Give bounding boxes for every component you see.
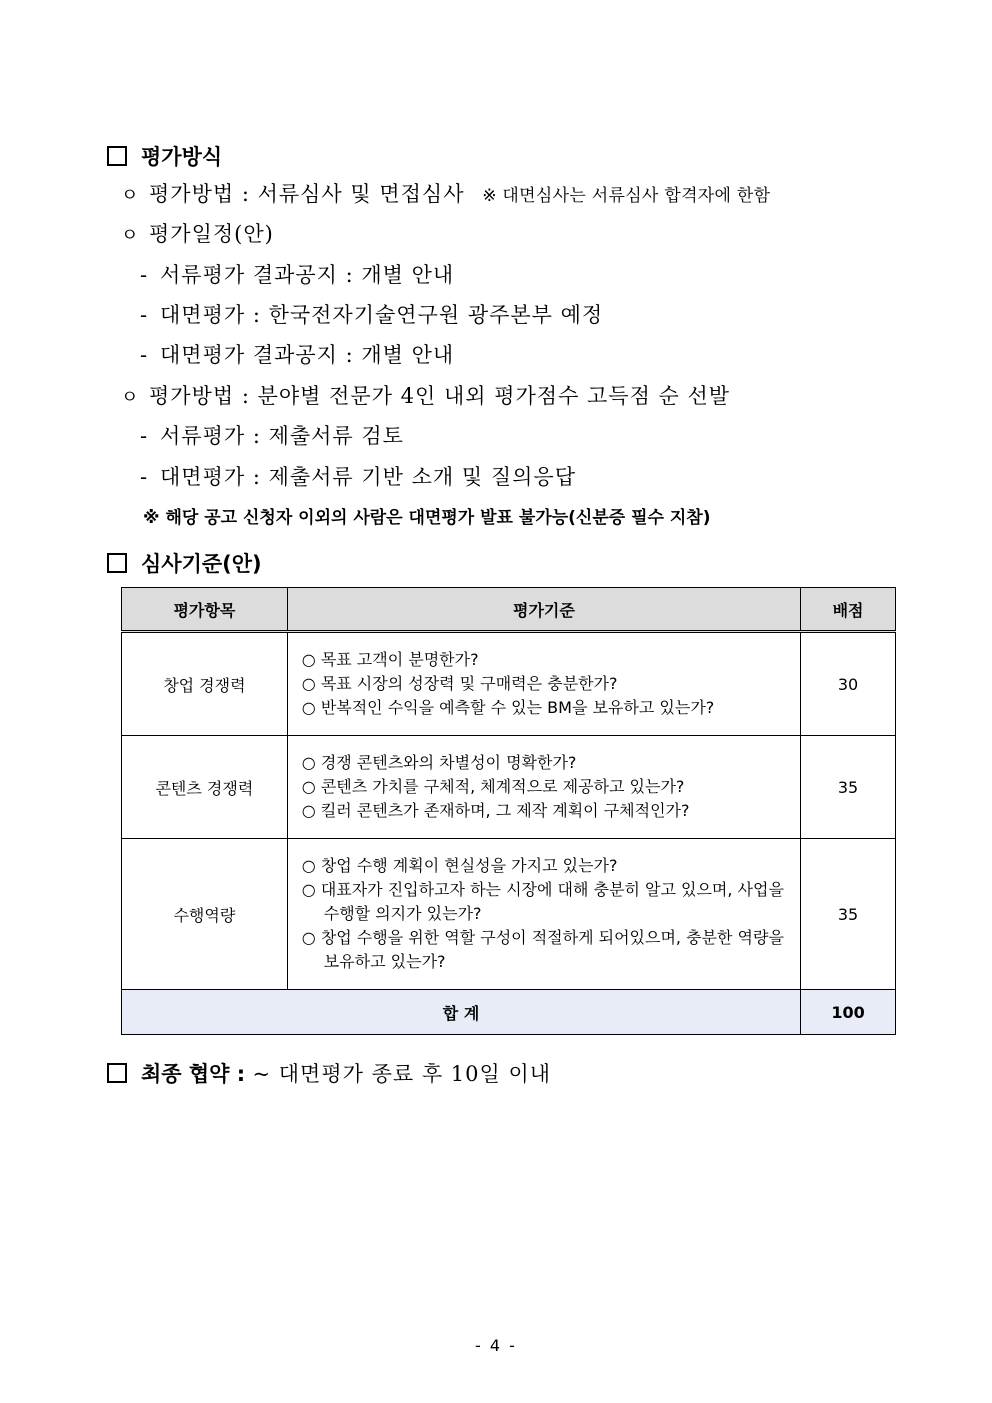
header-item: 평가항목	[122, 588, 288, 632]
row-item: 수행역량	[122, 839, 288, 990]
row-criteria: ○ 경쟁 콘텐츠와의 차별성이 명확한가? ○ 콘텐츠 가치를 구체적, 체계적으로 제공하고 있는가? ○ 킬러 콘텐츠가 존재하며, 그 제작 계획이 구체적인가?	[287, 736, 800, 839]
header-score: 배점	[801, 588, 896, 632]
row-score: 30	[801, 632, 896, 736]
row-score: 35	[801, 839, 896, 990]
note-text: ※ 대면심사는 서류심사 합격자에 한함	[482, 186, 771, 206]
row-score: 35	[801, 736, 896, 839]
checkbox-square-icon	[107, 553, 127, 573]
table-header-row	[122, 588, 896, 632]
checkbox-square-icon	[107, 146, 127, 166]
list-item: ㅇ 평가방법 : 분야별 전문가 4인 내외 평가점수 고득점 순 선발	[121, 384, 731, 408]
total-score: 100	[801, 990, 896, 1035]
final-agreement-text: ~ 대면평가 종료 후 10일 이내	[252, 1062, 552, 1086]
page-number: - 4 -	[475, 1336, 517, 1355]
list-item: - 대면평가 : 제출서류 기반 소개 및 질의응답	[140, 465, 576, 489]
row-criteria: ○ 창업 수행 계획이 현실성을 가지고 있는가? ○ 대표자가 진입하고자 하는 시장에 대해 충분히 알고 있으며, 사업을 수행할 의지가 있는가? ○ 창업 수행을 위한 역할 구성이 적절하게 되어있으며, 충분한 역량을 보유하고 있는가?	[287, 839, 800, 990]
table-row	[122, 736, 896, 839]
list-item: - 서류평가 : 제출서류 검토	[140, 424, 404, 448]
list-item: - 대면평가 : 한국전자기술연구원 광주본부 예정	[140, 303, 604, 327]
total-row	[122, 990, 896, 1035]
list-item: ㅇ 평가일정(안)	[121, 222, 274, 246]
table-row	[122, 839, 896, 990]
total-label: 합 계	[122, 990, 801, 1035]
row-item: 콘텐츠 경쟁력	[122, 736, 288, 839]
list-item: ㅇ 평가방법 : 서류심사 및 면접심사 ※ 대면심사는 서류심사 합격자에 한함	[121, 182, 771, 206]
row-item: 창업 경쟁력	[122, 632, 288, 736]
section-heading-criteria: 심사기준(안)	[107, 548, 262, 578]
checkbox-square-icon	[107, 1063, 127, 1083]
table-row	[122, 632, 896, 736]
list-item: - 서류평가 결과공지 : 개별 안내	[140, 263, 455, 287]
criteria-table	[121, 587, 896, 1035]
section-heading-final-agreement: 최종 협약 : ~ 대면평가 종료 후 10일 이내	[107, 1058, 551, 1088]
section-heading-evaluation-method: 평가방식	[107, 141, 222, 171]
list-item: - 대면평가 결과공지 : 개별 안내	[140, 343, 455, 367]
header-criteria: 평가기준	[287, 588, 800, 632]
row-criteria: ○ 목표 고객이 분명한가? ○ 목표 시장의 성장력 및 구매력은 충분한가? ○ 반복적인 수익을 예측할 수 있는 BM을 보유하고 있는가?	[287, 632, 800, 736]
warning-note: ※ 해당 공고 신청자 이외의 사람은 대면평가 발표 불가능(신분증 필수 지참)	[143, 508, 711, 528]
